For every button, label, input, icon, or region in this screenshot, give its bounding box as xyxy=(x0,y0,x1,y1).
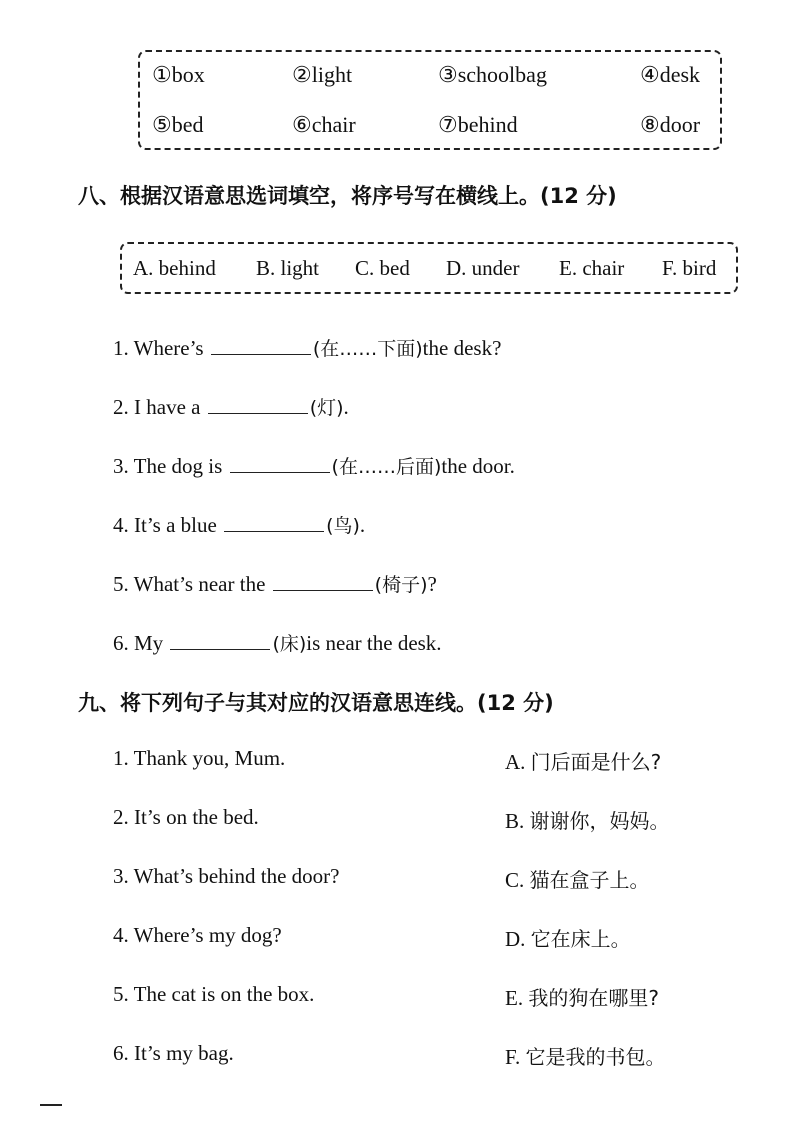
answer-blank[interactable] xyxy=(230,454,330,473)
word-bank-item: ⑥chair xyxy=(292,112,356,137)
word-bank-item: ⑤bed xyxy=(152,112,204,137)
option-e: E. chair xyxy=(559,256,625,280)
match-meaning[interactable]: A. 门后面是什么? xyxy=(505,750,662,774)
option-c: C. bed xyxy=(355,256,410,280)
page-edge-mark xyxy=(40,1104,62,1106)
option-f: F. bird xyxy=(662,256,717,280)
answer-blank[interactable] xyxy=(273,572,373,591)
fill-question: 6. My (床)is near the desk. xyxy=(113,631,442,655)
answer-blank[interactable] xyxy=(211,336,311,355)
match-sentence[interactable]: 4. Where’s my dog? xyxy=(113,923,282,947)
word-bank-item: ④desk xyxy=(640,62,701,87)
match-meaning[interactable]: F. 它是我的书包。 xyxy=(505,1045,666,1069)
match-meaning[interactable]: D. 它在床上。 xyxy=(505,927,631,951)
option-d: D. under xyxy=(446,256,520,280)
match-sentence[interactable]: 6. It’s my bag. xyxy=(113,1041,234,1065)
fill-question: 1. Where’s (在……下面)the desk? xyxy=(113,336,502,360)
answer-blank[interactable] xyxy=(170,631,270,650)
word-bank-item: ②light xyxy=(292,62,353,87)
answer-blank[interactable] xyxy=(208,395,308,414)
word-bank-box xyxy=(138,50,722,150)
word-bank-item: ⑧door xyxy=(640,112,701,137)
section-8-heading: 八、根据汉语意思选词填空，将序号写在横线上。(12 分) xyxy=(78,184,617,208)
word-bank-item: ⑦behind xyxy=(438,112,518,137)
word-bank-item: ①box xyxy=(152,62,205,87)
option-a: A. behind xyxy=(133,256,216,280)
match-meaning[interactable]: C. 猫在盒子上。 xyxy=(505,868,650,892)
match-meaning[interactable]: B. 谢谢你，妈妈。 xyxy=(505,809,670,833)
word-bank-item: ③schoolbag xyxy=(438,62,547,87)
match-sentence[interactable]: 3. What’s behind the door? xyxy=(113,864,340,888)
match-sentence[interactable]: 1. Thank you, Mum. xyxy=(113,746,286,770)
section-9-heading: 九、将下列句子与其对应的汉语意思连线。(12 分) xyxy=(78,691,554,715)
answer-blank[interactable] xyxy=(224,513,324,532)
fill-question: 2. I have a (灯). xyxy=(113,395,349,419)
option-b: B. light xyxy=(256,256,320,280)
fill-question: 3. The dog is (在……后面)the door. xyxy=(113,454,515,478)
match-sentence[interactable]: 2. It’s on the bed. xyxy=(113,805,259,829)
fill-question: 5. What’s near the (椅子)? xyxy=(113,572,437,596)
fill-question: 4. It’s a blue (鸟). xyxy=(113,513,366,537)
match-meaning[interactable]: E. 我的狗在哪里? xyxy=(505,986,659,1010)
match-sentence[interactable]: 5. The cat is on the box. xyxy=(113,982,315,1006)
